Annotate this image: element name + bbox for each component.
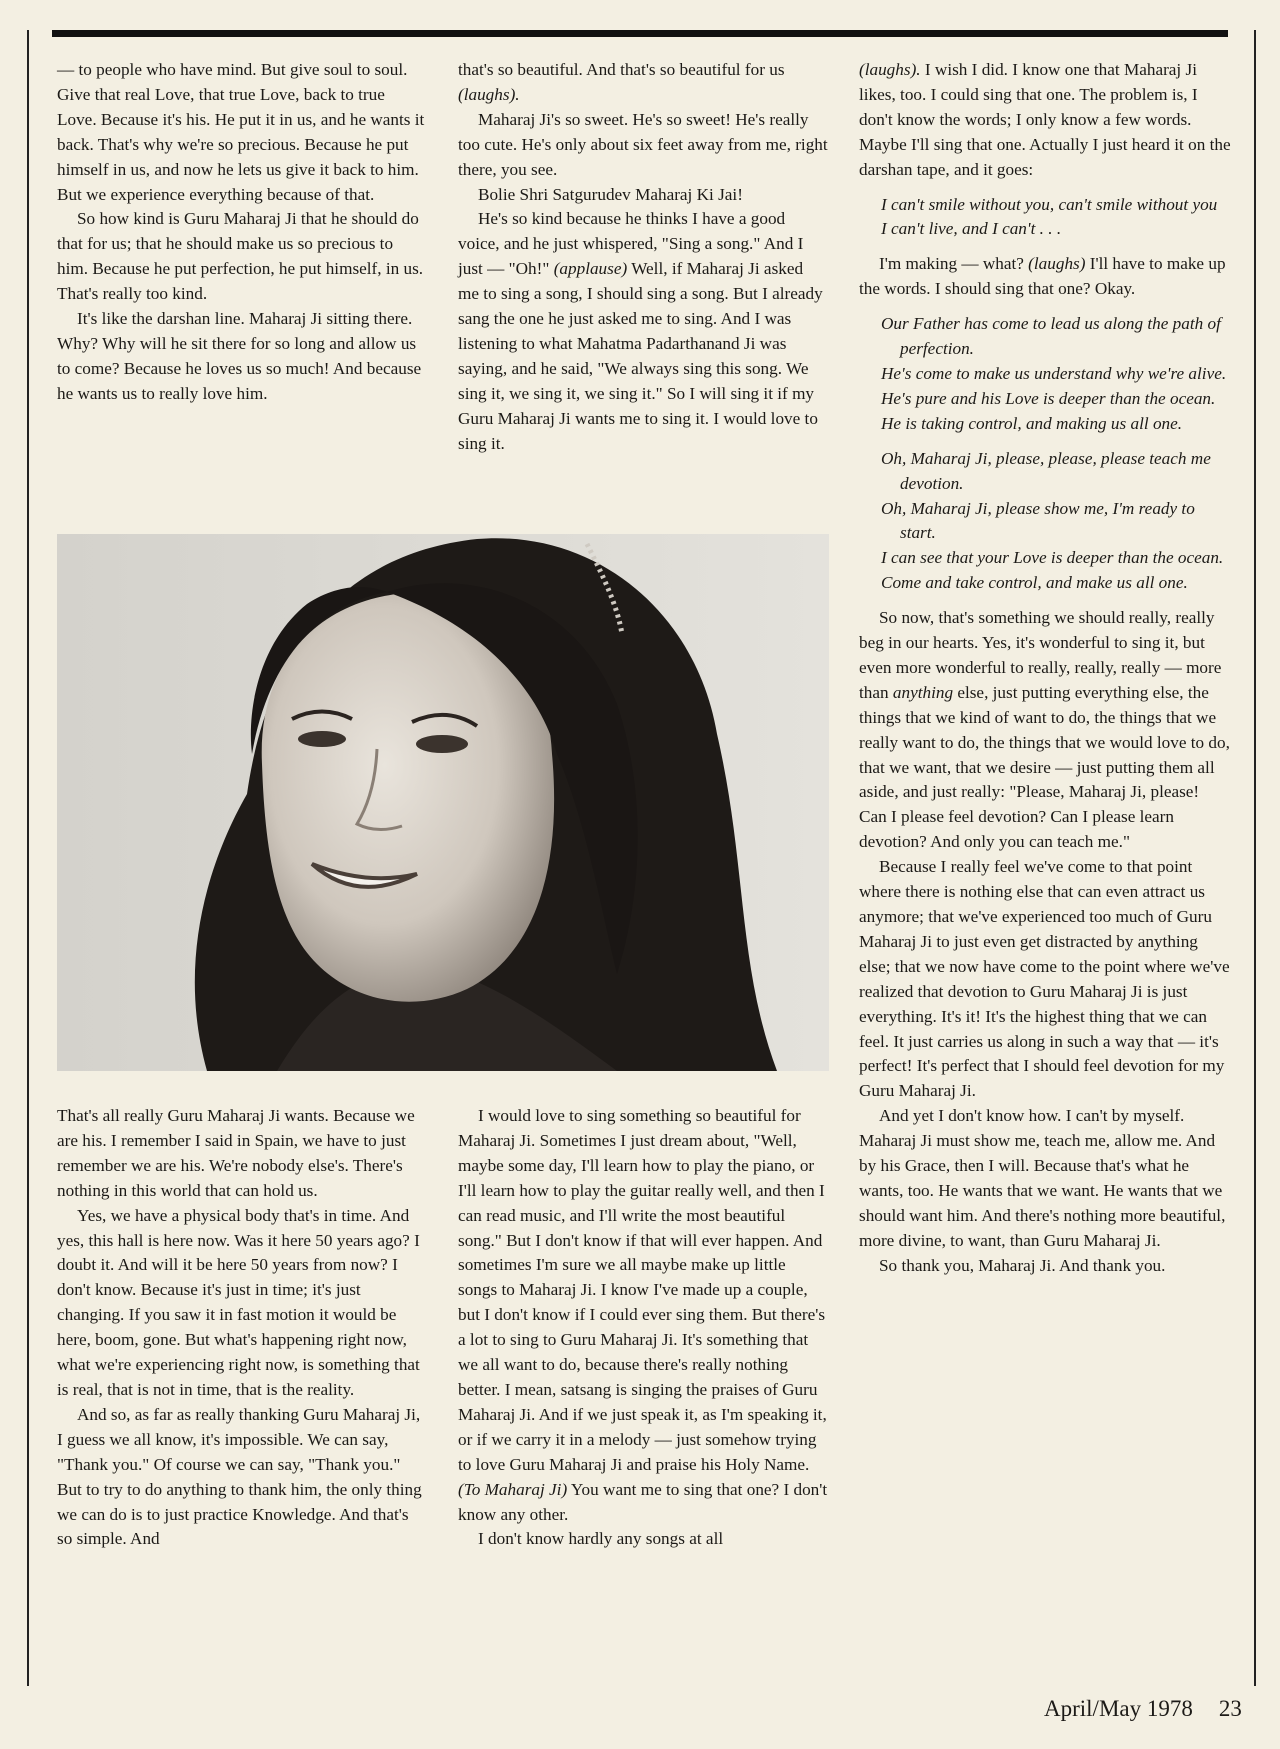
- lyric-line: Oh, Maharaj Ji, please show me, I'm ready to start.: [881, 498, 1195, 543]
- paragraph: I don't know hardly any songs at all: [478, 1529, 724, 1549]
- text: I wish I did. I know one that Maharaj Ji likes, too. I could sing that one. The problem is, I don't know the words; I only know a few words. Maybe I'll sing that one. Actually I just heard it on the darshan tape, and it goes:: [859, 60, 1231, 179]
- emphasis: anything: [892, 682, 954, 702]
- page-number: 23: [1218, 1696, 1242, 1721]
- lyric-line: He's pure and his Love is deeper than the ocean.: [881, 388, 1216, 408]
- text: else, just putting everything else, the things that we kind of want to do, the things that we really want to do, the things that we would love to do, that we want, that we desire — just putting them all aside, and just really: "Please, Maharaj Ji, please! Can I please feel devotion? Can I please learn devotion? And only you can teach me.": [859, 682, 1230, 852]
- lyric-line: I can see that your Love is deeper than the ocean.: [881, 548, 1224, 568]
- right-column-rule: [1254, 30, 1256, 1686]
- lyric-line: Come and take control, and make us all one.: [881, 573, 1188, 593]
- text: He's so kind because he thinks I have a good voice, and he just whispered, "Sing a song." And I just — "Oh!": [458, 209, 804, 279]
- paragraph: It's like the darshan line. Maharaj Ji sitting there. Why? Why will he sit there for so long and allow us to come? Because he loves us so much! And because he wants us to really love him.: [57, 309, 422, 403]
- song-lyrics-2: [881, 312, 1231, 596]
- stage-direction: (laughs).: [458, 84, 520, 104]
- paragraph: [458, 207, 828, 456]
- text: I'm making — what?: [879, 254, 1024, 274]
- column-1-top: [57, 58, 425, 407]
- text: Well, if Maharaj Ji asked me to sing a song, I should sing a song. But I already sang the one he just asked me to sing. And I was listening to what Mahatma Padarthanand Ji was saying, and he said, "We always sing this song. We sing it, we sing it, we sing it." So I will sing it if my Guru Maharaj Ji wants me to sing it. I would love to sing it.: [458, 259, 823, 453]
- paragraph: And yet I don't know how. I can't by myself. Maharaj Ji must show me, teach me, allow me. And by his Grace, then I will. Because that's what he wants, too. He wants that we want. He wants that we should want him. And there's nothing more beautiful, more divine, to want, than Guru Maharaj Ji.: [859, 1106, 1226, 1250]
- top-rule: [52, 30, 1228, 37]
- stage-direction: (To Maharaj Ji): [458, 1479, 568, 1499]
- text: I would love to sing something so beautiful for Maharaj Ji. Sometimes I just dream about, "Well, maybe some day, I'll learn how to play the piano, or I'll learn how to play the guitar really well, and then I can read music, and I'll write the most beautiful song." But I don't know if that will ever happen. And sometimes I'm sure we all maybe make up little songs to Maharaj Ji. I know I've made up a couple, but I don't know if I could ever sing them. But there's a lot to sing to Guru Maharaj Ji. It's something that we all want to do, because there's really nothing better. I mean, satsang is singing the praises of Guru Maharaj Ji. And if we just speak it, as I'm speaking it, or if we carry it in a melody — just somehow trying to love Guru Maharaj Ji and praise his Holy Name.: [458, 1106, 827, 1474]
- paragraph: So how kind is Guru Maharaj Ji that he should do that for us; that he should make us so precious to him. Because he put perfection, he put himself, in us. That's really too kind.: [57, 209, 424, 304]
- paragraph: That's all really Guru Maharaj Ji wants. Because we are his. I remember I said in Spain, we have to just remember we are his. We're nobody else's. There's nothing in this world that can hold us.: [57, 1106, 415, 1200]
- stage-direction: (laughs).: [859, 60, 921, 79]
- paragraph: And so, as far as really thanking Guru Maharaj Ji, I guess we all know, it's impossible. We can say, "Thank you." Of course we can say, "Thank you." But to try to do anything to thank him, the only thing we can do is to just practice Knowledge. And that's so simple. And: [57, 1404, 422, 1549]
- paragraph: Maharaj Ji's so sweet. He's so sweet! He's really too cute. He's only about six feet away from me, right there, you see.: [458, 109, 828, 179]
- paragraph: [859, 606, 1231, 855]
- text: So now, that's something we should really, really beg in our hearts. Yes, it's wonderful to sing it, but even more wonderful to really, really, really — more than: [859, 608, 1222, 702]
- portrait-photo: [57, 534, 829, 1071]
- lyric-line: I can't smile without you, can't smile without you: [881, 194, 1218, 214]
- song-lyrics-1: [881, 193, 1231, 243]
- page-footer: [1044, 1696, 1242, 1722]
- column-1-bottom: [57, 1104, 425, 1552]
- issue-date: April/May 1978: [1044, 1696, 1193, 1721]
- portrait-image: [57, 534, 829, 1071]
- paragraph: Yes, we have a physical body that's in time. And yes, this hall is here now. Was it here 50 years ago? I doubt it. And will it be here 50 years from now? I don't know. Because it's just in time; it's just changing. If you saw it in fast motion it would be here, boom, gone. But what's happening right now, what we're experiencing right now, is something that is real, that is not in time, that is the reality.: [57, 1205, 420, 1399]
- paragraph: So thank you, Maharaj Ji. And thank you.: [879, 1255, 1166, 1275]
- stage-direction: (applause): [553, 259, 628, 279]
- lyric-line: He's come to make us understand why we're alive.: [881, 363, 1227, 383]
- text: I'll have to make up the words. I should sing that one? Okay.: [859, 254, 1226, 299]
- lyric-line: I can't live, and I can't . . .: [881, 219, 1062, 239]
- left-column-rule: [27, 30, 29, 1686]
- paragraph: — to people who have mind. But give soul to soul. Give that real Love, that true Love, back to true Love. Because it's his. He put it in us, and he wants it back. That's why we're so precious. Because he put himself in us, and now he lets us give it back to him. But we experience everything because of that.: [57, 60, 425, 204]
- column-2-bottom: [458, 1104, 828, 1552]
- paragraph: [458, 1104, 828, 1527]
- paragraph: [859, 252, 1231, 302]
- lyric-line: Oh, Maharaj Ji, please, please, please teach me devotion.: [881, 448, 1211, 493]
- column-2-top: [458, 58, 828, 457]
- paragraph: [458, 58, 828, 108]
- text: You want me to sing that one? I don't know any other.: [458, 1479, 828, 1524]
- paragraph: [859, 58, 1231, 183]
- column-3: [859, 58, 1231, 1279]
- lyric-line: Our Father has come to lead us along the path of perfection.: [881, 314, 1221, 359]
- paragraph: Because I really feel we've come to that point where there is nothing else that can even attract us anymore; that we've experienced too much of Guru Maharaj Ji to just even get distracted by anything else; that we now have come to the point where we've realized that devotion to Guru Maharaj Ji is just everything. It's it! It's the highest thing that we can feel. It just carries us along in such a way that — it's perfect! It's perfect that I should feel devotion for my Guru Maharaj Ji.: [859, 857, 1230, 1101]
- text: that's so beautiful. And that's so beautiful for us: [458, 60, 785, 79]
- lyric-line: He is taking control, and making us all one.: [881, 413, 1183, 433]
- paragraph: Bolie Shri Satgurudev Maharaj Ki Jai!: [478, 184, 743, 204]
- stage-direction: (laughs): [1028, 254, 1086, 274]
